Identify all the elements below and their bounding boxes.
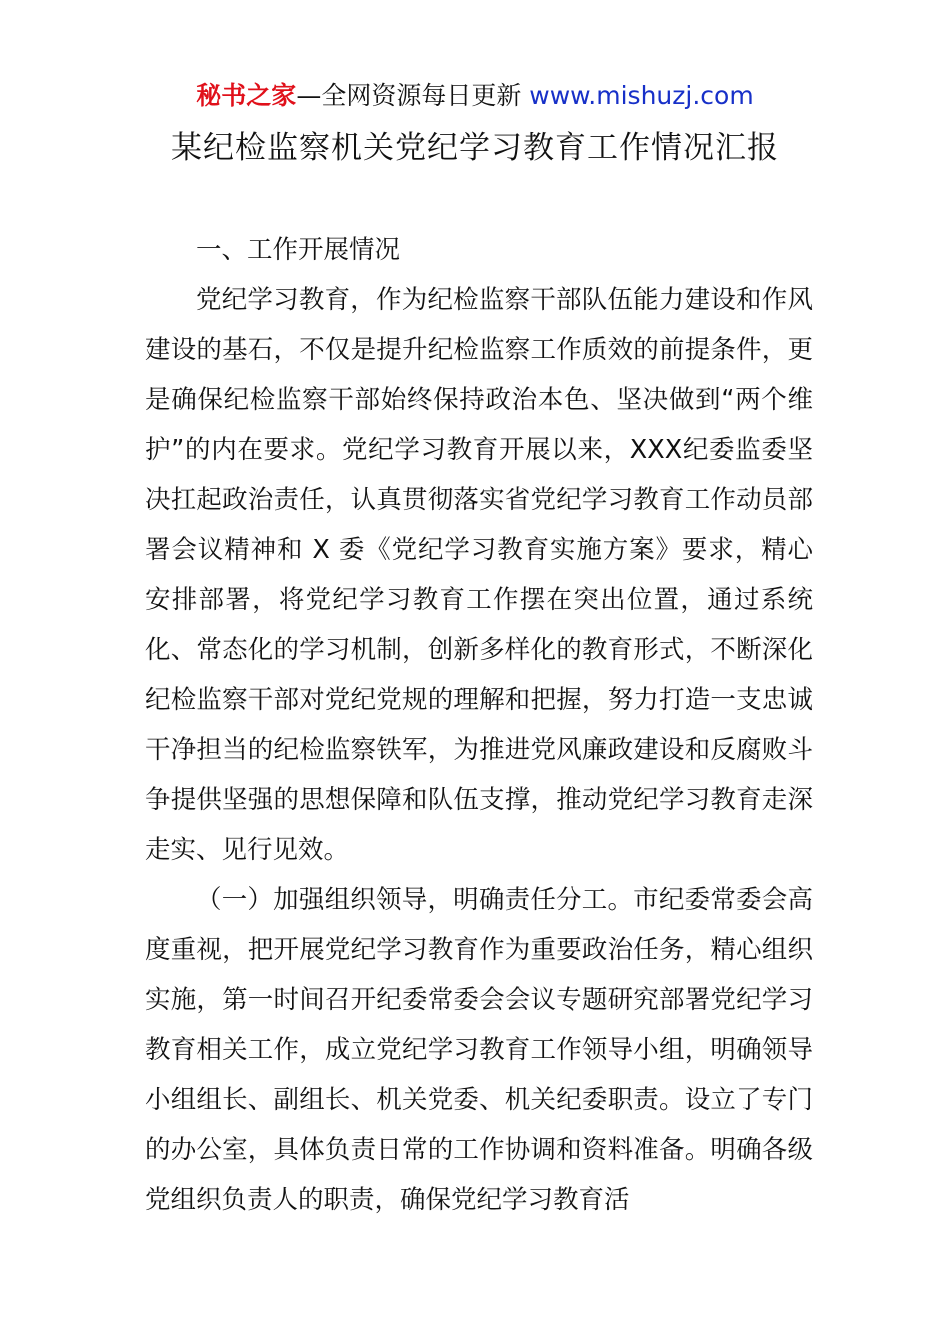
banner-tagline: —全网资源每日更新 <box>296 81 530 110</box>
paragraph-intro: 党纪学习教育，作为纪检监察干部队伍能力建设和作风建设的基石，不仅是提升纪检监察工作质效的前提条件，更是确保纪检监察干部始终保持政治本色、坚决做到“两个维护”的内在要求。党纪学习教育开展以来，XXX纪委监委坚决扛起政治责任，认真贯彻落实省党纪学习教育工作动员部署会议精神和 X 委《党纪学习教育实施方案》要求，精心安排部署，将党纪学习教育工作摆在突出位置，通过系统化、常态化的学习机制，创新多样化的教育形式，不断深化纪检监察干部对党纪党规的理解和把握，努力打造一支忠诚干净担当的纪检监察铁军，为推进党风廉政建设和反腐败斗争提供坚强的思想保障和队伍支撑，推动党纪学习教育走深走实、见行见效。 <box>145 285 813 865</box>
section-heading: 一、工作开展情况 <box>196 235 401 265</box>
banner-url-link[interactable]: www.mishuzj.com <box>529 81 754 110</box>
site-banner <box>0 80 950 112</box>
document-body <box>145 225 813 1225</box>
document-title: 某纪检监察机关党纪学习教育工作情况汇报 <box>171 130 779 166</box>
banner-brand: 秘书之家 <box>196 81 297 110</box>
paragraph-organization: （一）加强组织领导，明确责任分工。市纪委常委会高度重视，把开展党纪学习教育作为重要政治任务，精心组织实施，第一时间召开纪委常委会会议专题研究部署党纪学习教育相关工作，成立党纪学习教育工作领导小组，明确领导小组组长、副组长、机关党委、机关纪委职责。设立了专门的办公室，具体负责日常的工作协调和资料准备。明确各级党组织负责人的职责，确保党纪学习教育活 <box>145 885 813 1215</box>
